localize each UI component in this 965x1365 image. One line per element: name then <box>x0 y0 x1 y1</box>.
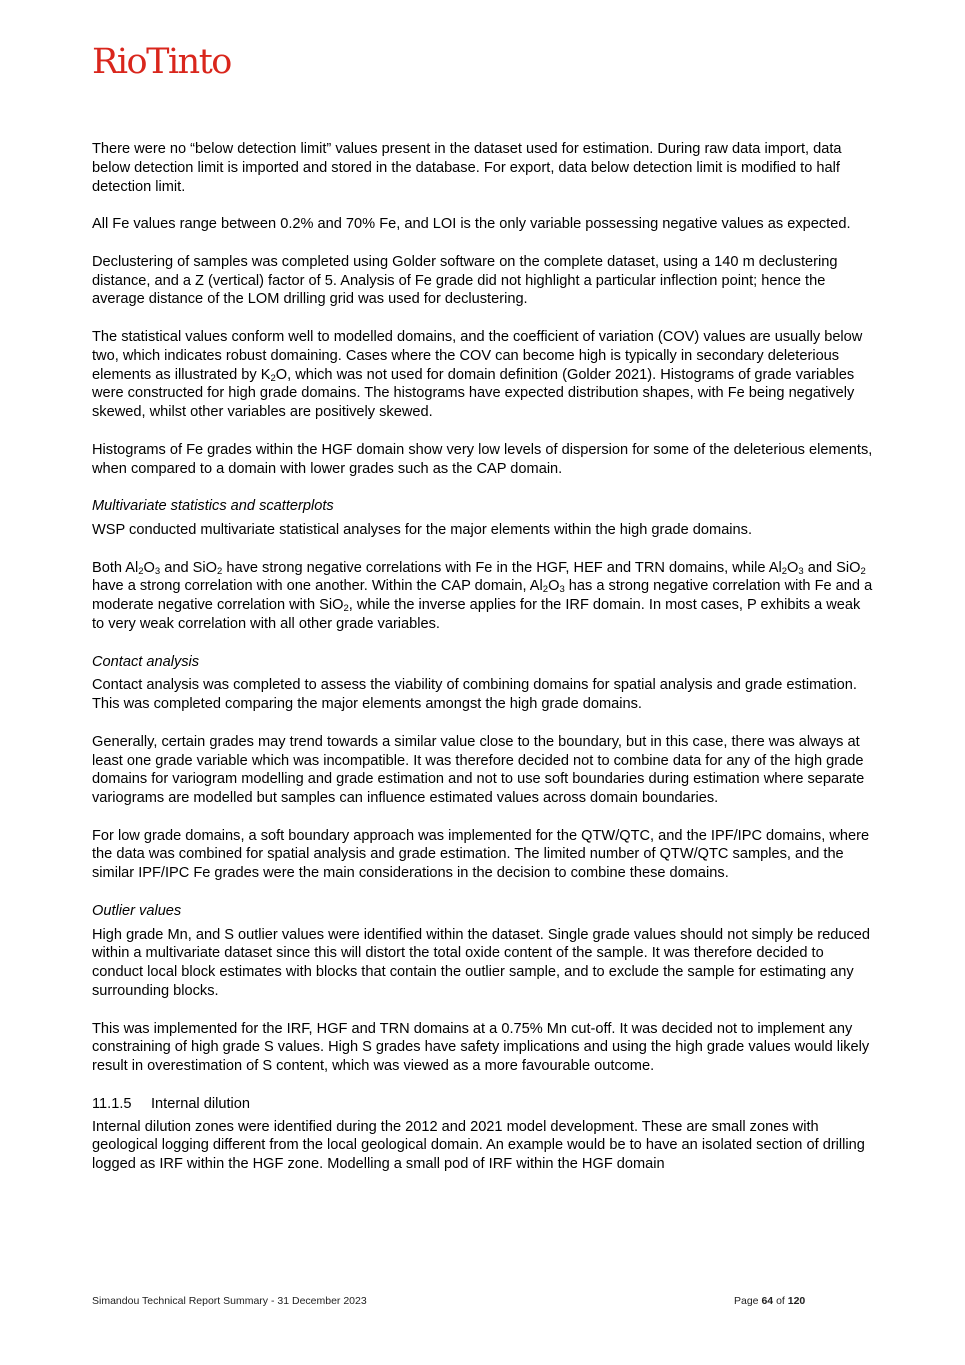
paragraph-low-grade: For low grade domains, a soft boundary approach was implemented for the QTW/QTC, and the IPF/IPC domains, where the data was combined for spatial analysis and grade estimation. The limited number of QTW/QTC samples, and the similar IPF/IPC Fe grades were the main considerations in the decision to combine these domains. <box>92 827 870 882</box>
heading-multivariate: Multivariate statistics and scatterplots <box>92 498 334 515</box>
heading-outlier-values: Outlier values <box>92 902 182 919</box>
logo-text: RioTinto <box>92 42 231 80</box>
paragraph-mn-cutoff: This was implemented for the IRF, HGF and TRN domains at a 0.75% Mn cut-off. It was decided not to implement any constraining of high grade S values. High S grades have safety implications and using the high grade values would likely result in overestimation of S content, which was viewed as a more favourable outcome. <box>92 1020 870 1075</box>
page-body <box>92 140 874 1193</box>
paragraph-internal-dilution: Internal dilution zones were identified during the 2012 and 2021 model development. These are small zones with geological logging different from the local geological domain. An example would be to have an isolated section of drilling logged as IRF within the HGF zone. Modelling a small pod of IRF within the HGF domain <box>92 1118 865 1173</box>
paragraph-grades-trend: Generally, certain grades may trend towards a similar value close to the boundary, but in this case, there was always at least one grade variable which was incompatible. It was therefore decided not to combine data for any of the high grade domains for variogram modelling and grade estimation and not to use soft boundaries during estimation where separate variograms are modelled but samples can influence estimated values across domain boundaries. <box>92 733 865 807</box>
rio-tinto-logo <box>92 40 262 80</box>
paragraph-contact-analysis: Contact analysis was completed to assess the viability of combining domains for spatial analysis and grade estimation. This was completed comparing the major elements amongst the high grade domains. <box>92 677 857 713</box>
footer-report-title: Simandou Technical Report Summary - 31 December 2023 <box>92 1295 367 1307</box>
paragraph-fe-range: All Fe values range between 0.2% and 70% Fe, and LOI is the only variable possessing negative values as expected. <box>92 216 851 233</box>
heading-contact-analysis: Contact analysis <box>92 653 200 670</box>
paragraph-declustering: Declustering of samples was completed using Golder software on the complete dataset, using a 140 m declustering distance, and a Z (vertical) factor of 5. Analysis of Fe grade did not highlight a particular inflection point; hence the average distance of the LOM drilling grid was used for declustering. <box>92 253 838 308</box>
section-heading-internal-dilution: 11.1.5 Internal dilution <box>92 1095 250 1112</box>
paragraph-outliers: High grade Mn, and S outlier values were identified within the dataset. Single grade values should not simply be reduced within a multivariate dataset since this will distort the total oxide content of the sample. It was therefore decided to conduct local block estimates with blocks that contain the outlier sample, and to exclude the sample for estimating any surrounding blocks. <box>92 926 870 1000</box>
paragraph-correlations: Both $Al_2O_3$ and SiO$_2$ have strong negative correlations with Fe in the HGF, HEF and TRN domains, while $Al_2O_3$ and SiO$_2$ have a strong correlation with one another. Within the CAP domain, $Al_2O_3$ has a strong negative correlation with Fe and a moderate negative correlation with SiO$_2$, while the inverse applies for the IRF domain. In most cases, P exhibits a weak to very weak correlation with all other grade variables. <box>92 559 873 632</box>
footer-page-number: Page 64 of 120 <box>734 1295 806 1307</box>
paragraph-wsp: WSP conducted multivariate statistical analyses for the major elements within the high grade domains. <box>92 521 753 538</box>
paragraph-histograms: Histograms of Fe grades within the HGF domain show very low levels of dispersion for some of the deleterious elements, when compared to a domain with lower grades such as the CAP domain. <box>92 441 873 477</box>
paragraph-statistical-values: The statistical values conform well to modelled domains, and the coefficient of variation (COV) values are usually below two, which indicates robust domaining. Cases where the COV can become high is typically in secondary deleterious elements as illustrated by $K_2O$, which was not used for domain definition (Golder 2021). Histograms of grade variables were constructed for high grade domains. The histograms have expected distribution shapes, with Fe being negatively skewed, whilst other variables are positively skewed. <box>92 328 863 421</box>
paragraph-detection-limit: There were no “below detection limit” values present in the dataset used for estimation. During raw data import, data below detection limit is imported and stored in the database. For export, data below detection limit is modified to half detection limit. <box>92 141 842 195</box>
